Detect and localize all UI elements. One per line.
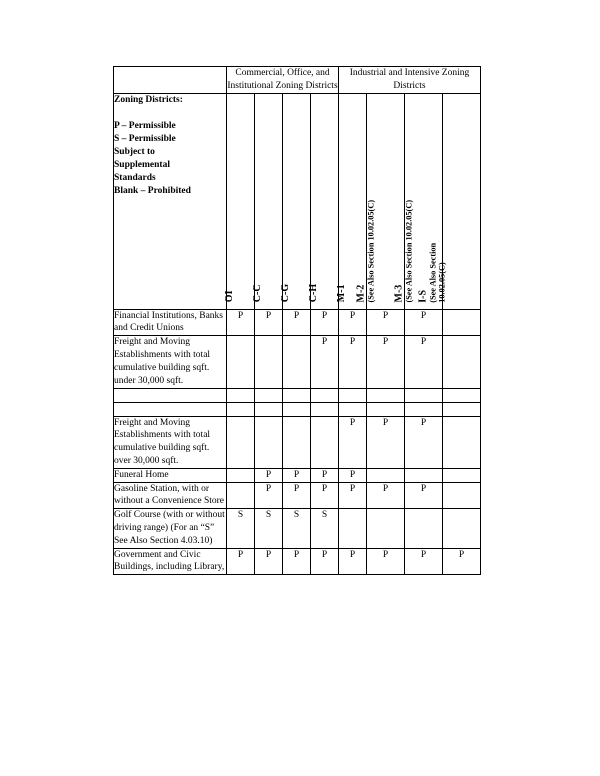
cell-m1	[339, 402, 367, 416]
table-row	[114, 416, 481, 468]
cell-ch	[311, 416, 339, 468]
cell-is	[443, 388, 481, 402]
cell-m3	[405, 468, 443, 482]
district-code-m2: M-2	[354, 284, 366, 303]
use-label	[114, 388, 227, 402]
cell-m3	[405, 402, 443, 416]
cell-cc: P	[255, 309, 283, 336]
cell-m1: P	[339, 482, 367, 509]
cell-m3: P	[405, 336, 443, 388]
cell-oi	[227, 402, 255, 416]
district-code-m3: M-3	[392, 284, 404, 303]
cell-m2	[367, 468, 405, 482]
cell-m1: P	[339, 336, 367, 388]
cell-cc	[255, 416, 283, 468]
cell-m3	[405, 388, 443, 402]
cell-m2: P	[367, 548, 405, 575]
cell-cg: P	[283, 309, 311, 336]
cell-ch: P	[311, 309, 339, 336]
cell-cc: P	[255, 468, 283, 482]
use-label: Gasoline Station, with or without a Convenience Store	[114, 482, 227, 509]
use-label: Golf Course (with or without driving range) (For an “S” See Also Section 4.03.10)	[114, 509, 227, 548]
table-row	[114, 309, 481, 336]
use-label: Freight and Moving Establishments with total cumulative building sqft. under 30,000 sqft.	[114, 336, 227, 388]
cell-is	[443, 336, 481, 388]
cell-cg: P	[283, 482, 311, 509]
cell-cc	[255, 336, 283, 388]
cell-cg	[283, 336, 311, 388]
table-row	[114, 388, 481, 402]
use-label: Freight and Moving Establishments with total cumulative building sqft. over 30,000 sqft.	[114, 416, 227, 468]
legend-line-2: S – Permissible	[114, 134, 176, 145]
cell-oi: P	[227, 548, 255, 575]
district-code-oi: OI	[223, 290, 235, 303]
district-note-is-line2: 10.02.05(C)	[437, 262, 447, 303]
cell-ch	[311, 402, 339, 416]
district-header-is	[416, 93, 481, 309]
legend-line-6: Blank – Prohibited	[114, 185, 191, 196]
cell-oi	[227, 388, 255, 402]
table-district-header-row	[114, 93, 481, 309]
cell-oi	[227, 336, 255, 388]
table-row	[114, 336, 481, 388]
cell-oi	[227, 416, 255, 468]
legend-line-4: Supplemental	[114, 159, 170, 170]
cell-m2: P	[367, 336, 405, 388]
cell-m1: P	[339, 309, 367, 336]
cell-m1: P	[339, 416, 367, 468]
cell-m2	[367, 509, 405, 548]
district-note-is-line1: (See Also Section	[428, 242, 438, 303]
district-code-ch: C-H	[307, 284, 319, 303]
use-label: Funeral Home	[114, 468, 227, 482]
cell-m3: P	[405, 309, 443, 336]
cell-cc	[255, 388, 283, 402]
district-code-cc: C-C	[251, 284, 263, 303]
legend-line-1: P – Permissible	[114, 121, 176, 132]
cell-cc: S	[255, 509, 283, 548]
cell-cc: P	[255, 482, 283, 509]
cell-ch: P	[311, 482, 339, 509]
table-row	[114, 468, 481, 482]
table-row	[114, 548, 481, 575]
cell-is	[443, 468, 481, 482]
cell-m1: P	[339, 468, 367, 482]
cell-is: P	[443, 548, 481, 575]
cell-ch: S	[311, 509, 339, 548]
use-label: Financial Institutions, Banks and Credit Unions	[114, 309, 227, 336]
cell-cc	[255, 402, 283, 416]
cell-oi	[227, 482, 255, 509]
cell-cg: S	[283, 509, 311, 548]
cell-m2	[367, 388, 405, 402]
legend-title: Zoning Districts:	[114, 94, 183, 105]
cell-is	[443, 509, 481, 548]
zoning-use-table	[113, 66, 481, 575]
cell-m1	[339, 388, 367, 402]
table-row	[114, 509, 481, 548]
use-label	[114, 402, 227, 416]
cell-m3	[405, 509, 443, 548]
cell-ch	[311, 388, 339, 402]
cell-is	[443, 309, 481, 336]
district-header-oi	[223, 93, 255, 309]
district-note-m3: (See Also Section 10.02.05(C)	[403, 200, 413, 303]
cell-cc: P	[255, 548, 283, 575]
cell-is	[443, 482, 481, 509]
district-code-cg: C-G	[279, 284, 291, 303]
table-group-header-row	[114, 67, 481, 94]
legend-cell	[114, 93, 227, 309]
cell-cg	[283, 402, 311, 416]
cell-is	[443, 402, 481, 416]
cell-m1	[339, 509, 367, 548]
cell-oi: P	[227, 309, 255, 336]
group-header-industrial: Industrial and Intensive Zoning Districts	[339, 67, 481, 94]
legend-line-3: Subject to	[114, 147, 155, 158]
group-header-empty	[114, 67, 227, 94]
cell-m2	[367, 402, 405, 416]
district-header-ch	[307, 93, 339, 309]
table-row	[114, 402, 481, 416]
cell-cg	[283, 416, 311, 468]
cell-m2: P	[367, 309, 405, 336]
cell-oi	[227, 468, 255, 482]
use-label: Government and Civic Buildings, including Library,	[114, 548, 227, 575]
cell-m3: P	[405, 548, 443, 575]
district-header-cg	[279, 93, 311, 309]
district-code-is: I-S	[416, 289, 428, 303]
cell-ch: P	[311, 336, 339, 388]
table-row	[114, 482, 481, 509]
cell-m3: P	[405, 416, 443, 468]
cell-cg: P	[283, 548, 311, 575]
cell-m2: P	[367, 416, 405, 468]
cell-m2: P	[367, 482, 405, 509]
cell-cg: P	[283, 468, 311, 482]
group-header-commercial: Commercial, Office, and Institutional Zoning Districts	[227, 67, 339, 94]
district-header-cc	[251, 93, 283, 309]
cell-ch: P	[311, 468, 339, 482]
cell-is	[443, 416, 481, 468]
cell-ch: P	[311, 548, 339, 575]
cell-m1: P	[339, 548, 367, 575]
legend-line-5: Standards	[114, 172, 156, 183]
cell-cg	[283, 388, 311, 402]
cell-oi: S	[227, 509, 255, 548]
district-note-m2: (See Also Section 10.02.05(C)	[365, 200, 375, 303]
cell-m3: P	[405, 482, 443, 509]
district-code-m1: M-1	[335, 284, 347, 303]
